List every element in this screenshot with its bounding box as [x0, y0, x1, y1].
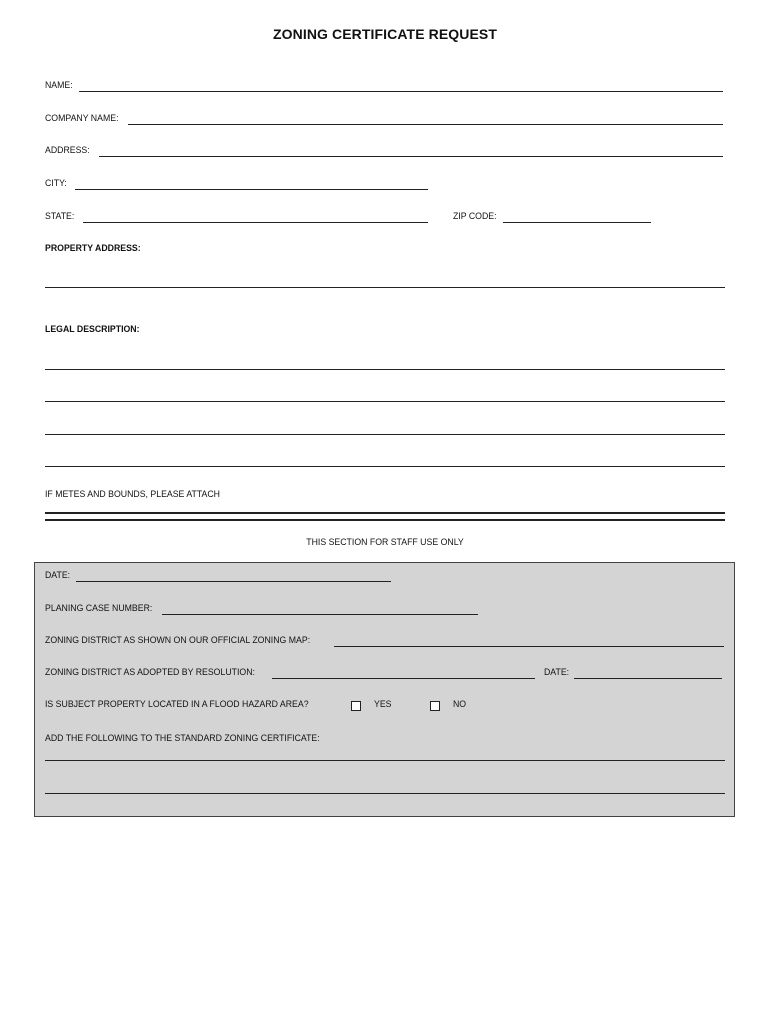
zip-code-label: ZIP CODE:: [453, 211, 497, 222]
district-map-label: ZONING DISTRICT AS SHOWN ON OUR OFFICIAL ZONING MAP:: [45, 635, 311, 646]
planning-case-field[interactable]: [162, 614, 478, 615]
flood-question-label: IS SUBJECT PROPERTY LOCATED IN A FLOOD HAZARD AREA?: [45, 699, 309, 710]
staff-section-caption: THIS SECTION FOR STAFF USE ONLY: [306, 537, 464, 548]
address-field[interactable]: [99, 156, 723, 157]
name-label: NAME:: [45, 80, 73, 91]
legal-description-label: LEGAL DESCRIPTION:: [45, 324, 140, 335]
district-map-field[interactable]: [334, 646, 724, 647]
resolution-date-field[interactable]: [574, 678, 722, 679]
state-field[interactable]: [83, 222, 428, 223]
planning-case-label: PLANING CASE NUMBER:: [45, 603, 153, 614]
page-title: ZONING CERTIFICATE REQUEST: [272, 26, 497, 42]
city-field[interactable]: [75, 189, 428, 190]
add-following-line[interactable]: [45, 760, 725, 761]
section-divider: [45, 512, 725, 521]
district-resolution-label: ZONING DISTRICT AS ADOPTED BY RESOLUTION:: [45, 667, 255, 678]
property-address-field[interactable]: [45, 287, 725, 288]
staff-use-section: [34, 562, 735, 817]
legal-description-line[interactable]: [45, 466, 725, 467]
state-label: STATE:: [45, 211, 75, 222]
district-resolution-field[interactable]: [272, 678, 535, 679]
add-following-line[interactable]: [45, 793, 725, 794]
resolution-date-label: DATE:: [544, 667, 570, 678]
yes-label: YES: [374, 699, 392, 710]
property-address-label: PROPERTY ADDRESS:: [45, 243, 141, 254]
company-name-label: COMPANY NAME:: [45, 113, 119, 124]
no-label: NO: [453, 699, 467, 710]
add-following-label: ADD THE FOLLOWING TO THE STANDARD ZONING CERTIFICATE:: [45, 733, 320, 744]
zip-code-field[interactable]: [503, 222, 651, 223]
company-name-field[interactable]: [128, 124, 723, 125]
address-label: ADDRESS:: [45, 145, 90, 156]
legal-description-line[interactable]: [45, 434, 725, 435]
city-label: CITY:: [45, 178, 67, 189]
name-field[interactable]: [79, 91, 723, 92]
staff-date-field[interactable]: [76, 581, 391, 582]
no-checkbox[interactable]: [430, 701, 440, 711]
metes-bounds-note: IF METES AND BOUNDS, PLEASE ATTACH: [45, 489, 221, 500]
legal-description-line[interactable]: [45, 369, 725, 370]
yes-checkbox[interactable]: [351, 701, 361, 711]
staff-date-label: DATE:: [45, 570, 71, 581]
legal-description-line[interactable]: [45, 401, 725, 402]
